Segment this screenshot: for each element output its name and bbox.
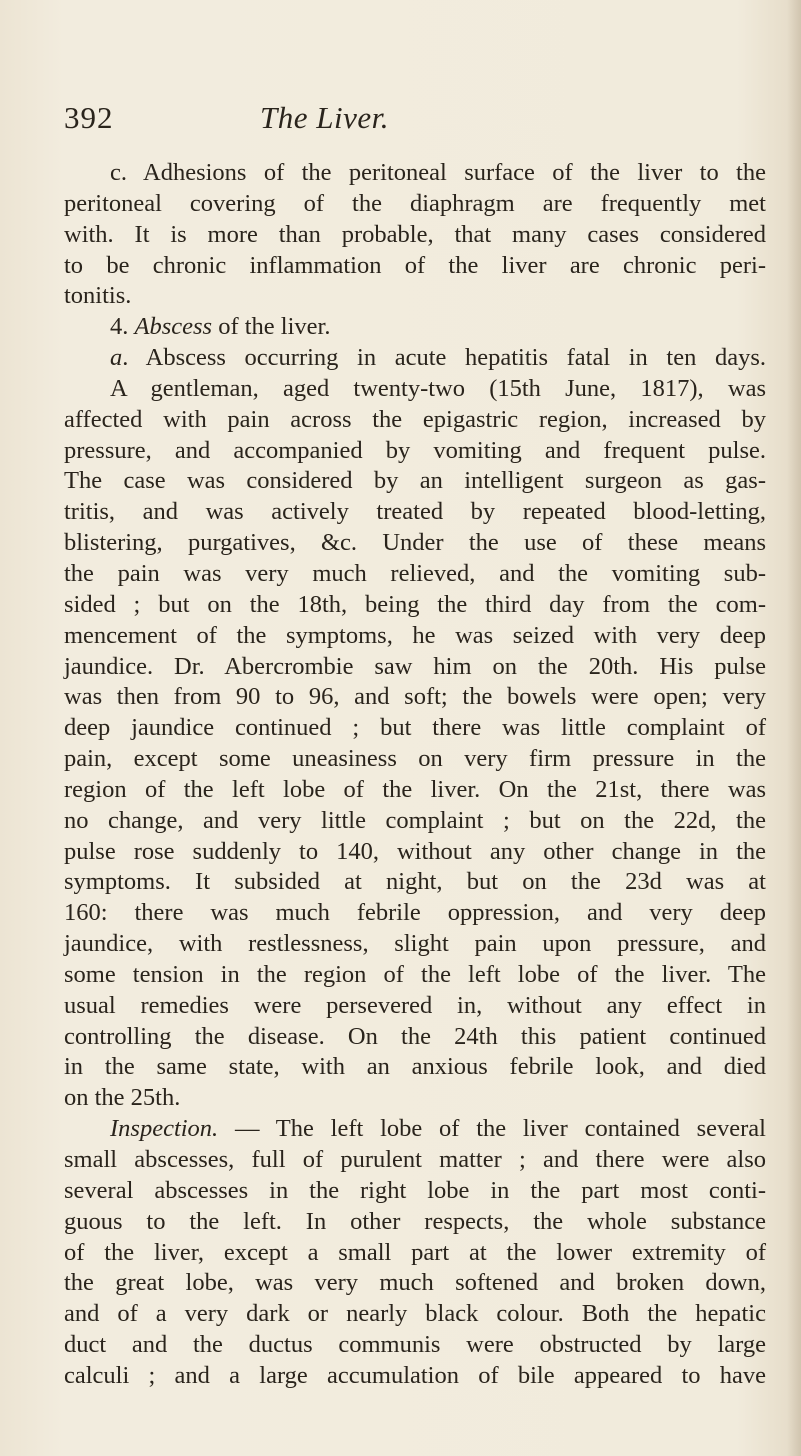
text-line — [64, 590, 766, 621]
text-line — [64, 343, 766, 374]
text-line — [64, 189, 766, 220]
text-run: — The left lobe of the liver contained several — [218, 1115, 766, 1143]
page-number: 392 — [64, 100, 114, 135]
text-run: Abscess — [134, 313, 213, 341]
text-line — [64, 374, 766, 405]
text-run: with. It is more than probable, that many cases considered — [64, 220, 766, 248]
text-run: small abscesses, full of purulent matter ; and there were also — [64, 1146, 766, 1173]
text-line — [64, 1145, 766, 1176]
text-run: . Abscess occurring in acute hepatitis fatal in ten days. — [122, 344, 766, 372]
text-line — [64, 960, 766, 991]
text-run: several abscesses in the right lobe in the part most conti- — [64, 1176, 766, 1204]
text-run: 160: there was much febrile oppression, and very deep — [64, 899, 766, 927]
text-line — [64, 281, 766, 312]
text-run: mencement of the symptoms, he was seized with very deep — [64, 621, 766, 649]
text-run: region of the left lobe of the liver. On the 21st, there was — [64, 775, 766, 803]
text-run: some tension in the region of the left lobe of the liver. The — [64, 960, 766, 988]
text-run: a — [110, 344, 123, 372]
text-run: symptoms. It subsided at night, but on the 23d was at — [64, 868, 766, 896]
text-run: the pain was very much relieved, and the vomiting sub- — [64, 559, 766, 587]
text-run: guous to the left. In other respects, the whole substance — [64, 1207, 766, 1235]
text-run: of the liver. — [212, 313, 331, 341]
text-line — [64, 1207, 766, 1238]
text-run: deep jaundice continued ; but there was little complaint of — [64, 714, 766, 742]
text-line — [64, 929, 766, 960]
running-title: The Liver. — [260, 100, 389, 135]
text-run: Inspection. — [110, 1115, 219, 1143]
text-run: no change, and very little complaint ; but on the 22d, the — [64, 806, 766, 834]
text-line — [64, 1052, 766, 1083]
text-run: and of a very dark or nearly black colour. Both the hepatic — [64, 1300, 766, 1328]
text-line — [64, 559, 766, 590]
text-line — [64, 867, 766, 898]
text-run: controlling the disease. On the 24th this patient continued — [64, 1022, 766, 1050]
text-run: sided ; but on the 18th, being the third day from the com- — [64, 590, 766, 618]
text-run: pulse rose suddenly to 140, without any other change in the — [64, 837, 766, 865]
text-line — [64, 1268, 766, 1299]
text-line — [64, 713, 766, 744]
text-run: jaundice. Dr. Abercrombie saw him on the 20th. His pulse — [64, 652, 766, 680]
text-run: jaundice, with restlessness, slight pain upon pressure, and — [64, 930, 766, 958]
text-run: A gentleman, aged twenty-two (15th June, 1817), was — [110, 374, 766, 402]
text-run: of the liver, except a small part at the lower extremity of — [64, 1238, 766, 1266]
text-run: affected with pain across the epigastric region, increased by — [64, 405, 766, 433]
text-line — [64, 158, 766, 189]
text-run: usual remedies were persevered in, without any effect in — [64, 991, 766, 1019]
text-run: tritis, and was actively treated by repeated blood-letting, — [64, 498, 766, 526]
text-line — [64, 1330, 766, 1361]
text-line — [64, 251, 766, 282]
text-line — [64, 991, 766, 1022]
text-line — [64, 1114, 766, 1145]
text-run: duct and the ductus communis were obstructed by large — [64, 1331, 766, 1359]
text-run: The case was considered by an intelligent surgeon as gas- — [64, 467, 766, 495]
text-run: blistering, purgatives, &c. Under the use of these means — [64, 529, 766, 557]
body-text — [64, 158, 766, 1392]
text-run: 4. — [110, 313, 135, 341]
text-line — [64, 682, 766, 713]
text-run: on the 25th. — [64, 1084, 181, 1112]
text-run: pressure, and accompanied by vomiting and frequent pulse. — [64, 436, 766, 464]
text-line — [64, 744, 766, 775]
text-line — [64, 436, 766, 467]
text-line — [64, 1083, 766, 1114]
text-line — [64, 1361, 766, 1392]
text-line — [64, 652, 766, 683]
text-run: in the same state, with an anxious febrile look, and died — [64, 1053, 766, 1081]
text-line — [64, 220, 766, 251]
text-run: was then from 90 to 96, and soft; the bowels were open; very — [64, 683, 766, 711]
text-run: tonitis. — [64, 282, 132, 310]
text-line — [64, 1238, 766, 1269]
text-run: peritoneal covering of the diaphragm are frequently met — [64, 189, 766, 217]
text-line — [64, 405, 766, 436]
text-line — [64, 528, 766, 559]
page-edge-shadow — [787, 0, 801, 1456]
page-header — [64, 100, 764, 140]
text-line — [64, 775, 766, 806]
text-line — [64, 1299, 766, 1330]
text-run: the great lobe, was very much softened and broken down, — [64, 1269, 766, 1297]
text-line — [64, 312, 766, 343]
text-line — [64, 806, 766, 837]
text-line — [64, 497, 766, 528]
text-run: calculi ; and a large accumulation of bile appeared to have — [64, 1361, 766, 1389]
text-line — [64, 837, 766, 868]
text-run: pain, except some uneasiness on very firm pressure in the — [64, 745, 766, 773]
text-run: to be chronic inflammation of the liver are chronic peri- — [64, 251, 766, 279]
text-line — [64, 898, 766, 929]
text-run: c. Adhesions of the peritoneal surface of the liver to the — [110, 159, 766, 186]
text-line — [64, 1022, 766, 1053]
text-line — [64, 621, 766, 652]
text-line — [64, 1176, 766, 1207]
text-line — [64, 466, 766, 497]
